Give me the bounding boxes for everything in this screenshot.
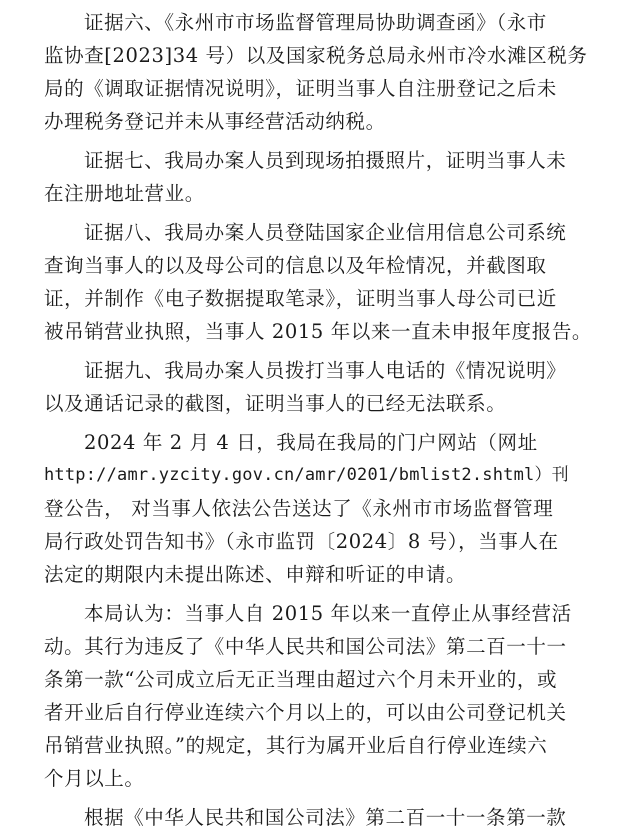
document-page [44, 6, 610, 840]
text-line: 办理税务登记并未从事经营活动纳税。 [44, 110, 386, 133]
text-line: 2024 年 2 月 4 日，我局在我局的门户网站（网址 [84, 431, 538, 454]
text-line: 动。其行为违反了《中华人民共和国公司法》第二百一十一 [44, 635, 567, 658]
paragraph-evidence-9 [44, 354, 610, 420]
text-line: 证据八、我局办案人员登陆国家企业信用信息公司系统 [84, 221, 567, 244]
text-line: 证，并制作《电子数据提取笔录》，证明当事人母公司已近 [44, 287, 557, 310]
website-url-line: http://amr.yzcity.gov.cn/amr/0201/bmlist2.shtml）刊 [44, 465, 569, 485]
text-line: 根据《中华人民共和国公司法》第二百一十一条第一款 [84, 806, 567, 829]
text-line: 被吊销营业执照，当事人 2015 年以来一直未申报年度报告。 [44, 320, 593, 343]
text-line: 局的《调取证据情况说明》，证明当事人自注册登记之后未 [44, 77, 557, 100]
paragraph-evidence-6 [44, 6, 610, 138]
text-line: 证据七、我局办案人员到现场拍摄照片，证明当事人未 [84, 149, 567, 172]
paragraph-basis [44, 801, 610, 834]
paragraph-findings [44, 597, 610, 795]
text-line: 登公告， 对当事人依法公告送达了《永州市市场监督管理 [44, 497, 554, 520]
text-line: 查询当事人的以及母公司的信息以及年检情况，并截图取 [44, 254, 547, 277]
paragraph-announcement [44, 426, 610, 591]
text-line: 条第一款“公司成立后无正当理由超过六个月未开业的，或 [44, 668, 558, 691]
text-line: 以及通话记录的截图，证明当事人的已经无法联系。 [44, 392, 507, 415]
text-line: 证据六、《永州市市场监督管理局协助调查函》（永市 [84, 11, 547, 34]
text-line: 监协查[2023]34 号）以及国家税务总局永州市冷水滩区税务 [44, 44, 588, 67]
text-line: 本局认为：当事人自 2015 年以来一直停止从事经营活 [84, 602, 572, 625]
text-line: 法定的期限内未提出陈述、申辩和听证的申请。 [44, 563, 467, 586]
text-line: 证据九、我局办案人员拨打当事人电话的《情况说明》 [84, 359, 567, 382]
paragraph-evidence-7 [44, 144, 610, 210]
text-line: 个月以上。 [44, 767, 145, 790]
text-line: 者开业后自行停业连续六个月以上的，可以由公司登记机关 [44, 701, 567, 724]
text-line: 在注册地址营业。 [44, 182, 205, 205]
text-line: 吊销营业执照。”的规定，其行为属开业后自行停业连续六 [44, 734, 548, 757]
text-line: 局行政处罚告知书》（永市监罚〔2024〕8 号），当事人在 [44, 530, 559, 553]
paragraph-evidence-8 [44, 216, 610, 348]
